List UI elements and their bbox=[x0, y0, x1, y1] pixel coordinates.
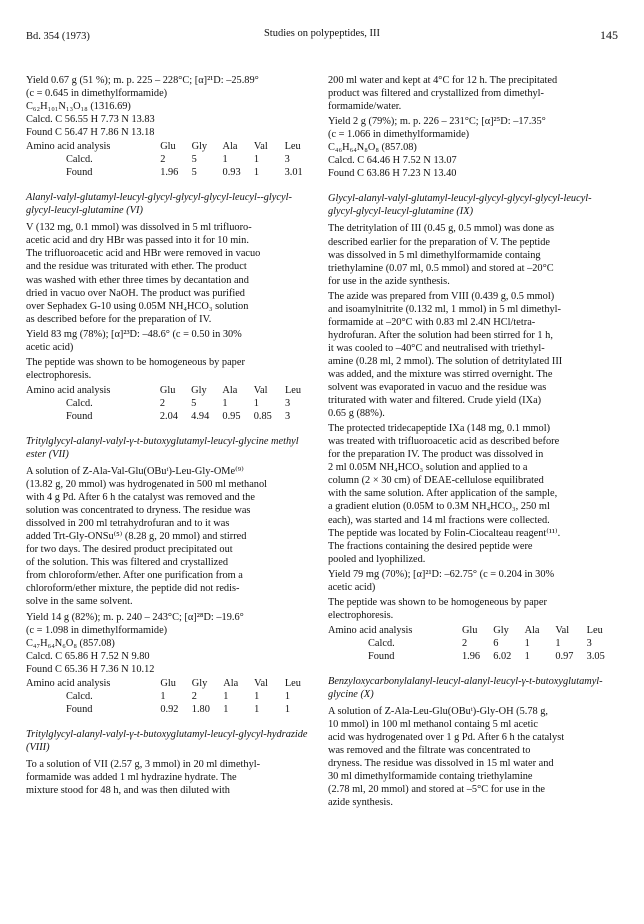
row-label: Found bbox=[368, 650, 395, 662]
text-line: hydrofuran. After the solution had been stirred for 1 h, bbox=[328, 329, 553, 341]
compound-viii-data bbox=[328, 115, 618, 180]
row-label: Found bbox=[66, 410, 93, 422]
text-line: electrophoresis. bbox=[26, 369, 92, 381]
text-line: solve in the same solvent. bbox=[26, 596, 133, 608]
cell: 1.80 bbox=[191, 703, 210, 715]
text-line: was washed with ether three times by decantation and bbox=[26, 274, 249, 286]
amino-acid-table bbox=[26, 140, 316, 179]
text-line: each), was started and 14 ml fractions were collected. bbox=[328, 514, 550, 526]
text-line: 30 ml dimethylformamide containg triethylamine bbox=[328, 771, 533, 783]
col-header: Val bbox=[253, 384, 268, 396]
text-line: and isoamylnitrite (0.132 ml, 1 mmol) in 5 ml dimethyl- bbox=[328, 303, 561, 315]
col-header: Gly bbox=[191, 677, 208, 689]
text-line: it was cooled to –40°C and neutralised with triethyl- bbox=[328, 342, 545, 354]
row-label: Calcd. bbox=[66, 154, 93, 166]
amino-acid-table bbox=[26, 677, 316, 716]
cell: 3 bbox=[284, 410, 291, 422]
cell: 2 bbox=[191, 690, 197, 702]
text-line: formamide at –20°C with 0.83 ml 2.4N HCl/tetra- bbox=[328, 316, 536, 328]
data-line: Calcd. C 64.46 H 7.52 N 13.07 bbox=[328, 155, 457, 167]
cell: 1 bbox=[223, 703, 229, 715]
cell: 2 bbox=[159, 397, 166, 409]
text-line: dryness. The residue was dissolved in 15 ml water and bbox=[328, 758, 554, 770]
text-line: acetic acid) bbox=[328, 581, 376, 593]
col-header: Ala bbox=[223, 677, 239, 689]
col-header: Glu bbox=[160, 677, 176, 689]
text-line: pooled and lyophilized. bbox=[328, 553, 426, 565]
data-line: Yield 14 g (82%); m. p. 240 – 243°C; [α]²⁸D: –19.6° bbox=[26, 611, 244, 623]
section-heading: Tritylglycyl-alanyl-valyl-γ-t-butoxyglutamyl-leucyl-glycyl-hydrazide (VIII) bbox=[26, 728, 308, 753]
text-line: A solution of Z-Ala-Val-Glu(OBuᵗ)-Leu-Gly-OMe⁽⁹⁾ bbox=[26, 465, 244, 477]
text-line: chloroform/ether mixture, the peptide did not redis- bbox=[26, 583, 240, 595]
text-line: triethylamine (0.07 ml, 0.5 mmol) and stored at –20°C bbox=[328, 262, 554, 274]
cell: 1 bbox=[222, 154, 228, 166]
cell: 1 bbox=[160, 690, 166, 702]
col-header: Gly bbox=[191, 384, 207, 396]
text-line: electrophoresis. bbox=[328, 609, 394, 621]
cell: 0.97 bbox=[555, 650, 574, 662]
text-line: from chloroform/ether. After one purification from a bbox=[26, 570, 243, 582]
text-line: formamide/water. bbox=[328, 101, 402, 113]
col-header: Val bbox=[555, 624, 570, 636]
cell: 1.96 bbox=[160, 167, 179, 179]
paragraph bbox=[328, 422, 618, 566]
amino-acid-table bbox=[26, 384, 316, 423]
text-line: The peptide was located by Folin-Ciocalteau reagent⁽¹¹⁾. bbox=[328, 527, 561, 539]
yield-line bbox=[26, 328, 316, 354]
paragraph bbox=[328, 596, 618, 622]
data-line: Found C 65.36 H 7.36 N 10.12 bbox=[26, 663, 155, 675]
cell: 2 bbox=[461, 637, 468, 649]
cell: 1 bbox=[222, 397, 228, 409]
col-header: Gly bbox=[493, 624, 509, 636]
text-line: a gradient elution (0.05M to 0.3M NH₄HCO₃, 250 ml bbox=[328, 501, 550, 513]
table-title: Amino acid analysis bbox=[328, 624, 413, 636]
cell: 1 bbox=[284, 690, 291, 702]
data-line: Calcd. C 65.86 H 7.52 N 9.80 bbox=[26, 650, 150, 662]
col-header: Leu bbox=[586, 624, 603, 636]
left-column bbox=[26, 74, 316, 799]
text-line: for use in the azide synthesis. bbox=[328, 275, 450, 287]
cell: 5 bbox=[191, 154, 197, 166]
text-line: The peptide was shown to be homogeneous by paper bbox=[328, 596, 547, 608]
text-line: formamide was added 1 ml hydrazine hydrate. The bbox=[26, 771, 237, 783]
row-label: Calcd. bbox=[66, 690, 93, 702]
text-line: over Sephadex G-10 using 0.05M NH₄HCO₃ solution bbox=[26, 300, 249, 312]
compound-vii-data bbox=[26, 611, 316, 676]
right-column bbox=[328, 74, 618, 811]
cell: 1 bbox=[254, 703, 260, 715]
text-line: The detritylation of III (0.45 g, 0.5 mmol) was done as bbox=[328, 223, 555, 235]
text-line: 2 ml 0.05M NH₄HCO₃ solution and applied to a bbox=[328, 462, 528, 474]
text-line: was treated with trifluoroacetic acid as described before bbox=[328, 436, 560, 448]
cell: 1 bbox=[555, 637, 561, 649]
text-line: was removed and the filtrate was concentrated to bbox=[328, 745, 531, 757]
cell: 5 bbox=[191, 167, 197, 179]
paragraph bbox=[26, 465, 316, 609]
cell: 3.01 bbox=[284, 167, 303, 179]
cell: 1 bbox=[254, 690, 260, 702]
cell: 1 bbox=[284, 703, 291, 715]
text-line: column (2 × 30 cm) of DEAE-cellulose equilibrated bbox=[328, 475, 544, 487]
cell: 3 bbox=[284, 154, 290, 166]
section-heading: Tritylglycyl-alanyl-valyl-γ-t-butoxyglutamyl-leucyl-glycine methyl ester (VII) bbox=[26, 435, 299, 460]
text-line: The azide was prepared from VIII (0.439 g, 0.5 mmol) bbox=[328, 290, 555, 302]
text-line: as described before for the preparation of IV. bbox=[26, 313, 212, 325]
amino-acid-table bbox=[328, 624, 618, 663]
table-title: Amino acid analysis bbox=[26, 141, 111, 153]
text-line: 0.65 g (88%). bbox=[328, 408, 385, 420]
paragraph bbox=[328, 290, 618, 420]
text-line: Yield 79 mg (70%); [α]²¹D: –62.75° (c = 0.204 in 30% bbox=[328, 568, 555, 580]
col-header: Val bbox=[253, 141, 268, 153]
cell: 5 bbox=[191, 397, 197, 409]
text-line: with the same solution. After application of the sample, bbox=[328, 488, 558, 500]
text-line: To a solution of VII (2.57 g, 3 mmol) in 20 ml dimethyl- bbox=[26, 758, 261, 770]
text-line: The fractions containing the desired peptide were bbox=[328, 540, 533, 552]
row-label: Calcd. bbox=[368, 637, 395, 649]
paragraph bbox=[328, 74, 618, 113]
text-line: was dissolved in 5 ml dimethylformamide containg bbox=[328, 249, 541, 261]
text-line: added Trt-Gly-ONSu⁽⁵⁾ (8.28 g, 20 mmol) and stirred bbox=[26, 531, 247, 543]
cell: 1 bbox=[253, 397, 259, 409]
data-line: (c = 1.098 in dimethylformamide) bbox=[26, 624, 168, 636]
col-header: Glu bbox=[159, 384, 176, 396]
text-line: acetic acid) bbox=[26, 341, 74, 353]
cell: 1 bbox=[524, 637, 530, 649]
col-header: Leu bbox=[284, 141, 301, 153]
text-line: amine (0.28 ml, 2 mmol). The solution of detritylated III bbox=[328, 355, 563, 367]
yield-line bbox=[328, 568, 618, 594]
text-line: acetic acid and dry HBr was passed into it for 10 min. bbox=[26, 235, 249, 247]
cell: 3 bbox=[284, 397, 291, 409]
page-number: 145 bbox=[600, 28, 618, 42]
data-line: (c = 0.645 in dimethylformamide) bbox=[26, 88, 168, 100]
text-line: V (132 mg, 0.1 mmol) was dissolved in 5 ml trifluoro- bbox=[26, 222, 252, 234]
data-line: Found C 56.47 H 7.86 N 13.18 bbox=[26, 127, 155, 139]
row-label: Found bbox=[66, 167, 93, 179]
cell: 1 bbox=[253, 167, 260, 179]
paragraph bbox=[328, 222, 618, 287]
running-title: Studies on polypeptides, III bbox=[263, 28, 381, 39]
row-label: Calcd. bbox=[66, 397, 93, 409]
text-line: was added, and the mixture was stirred overnight. The bbox=[328, 368, 553, 380]
cell: 0.92 bbox=[160, 703, 179, 715]
col-header: Val bbox=[254, 677, 268, 689]
text-line: product was filtered and crystallized from dimethyl- bbox=[328, 88, 544, 100]
col-header: Gly bbox=[191, 141, 208, 153]
data-line: C₆₂H₁₀₁N₁₃O₁₈ (1316.69) bbox=[26, 101, 131, 113]
paragraph bbox=[328, 705, 618, 809]
text-line: (2.78 ml, 20 mmol) and stored at –5°C for use in the bbox=[328, 784, 546, 796]
text-line: described earlier for the preparation of V. The peptide bbox=[328, 236, 551, 248]
text-line: azide synthesis. bbox=[328, 797, 393, 809]
text-line: The protected tridecapeptide IXa (148 mg, 0.1 mmol) bbox=[328, 423, 551, 435]
data-line: Found C 63.86 H 7.23 N 13.40 bbox=[328, 168, 457, 180]
cell: 1.96 bbox=[461, 650, 481, 662]
cell: 3 bbox=[586, 637, 592, 649]
cell: 1 bbox=[223, 690, 229, 702]
data-line: Yield 2 g (79%); m. p. 226 – 231°C; [α]²⁵D: –17.35° bbox=[328, 116, 546, 128]
text-line: 10 mmol) in 100 ml methanol containg 5 ml acetic bbox=[328, 719, 538, 731]
text-line: The peptide was shown to be homogeneous by paper bbox=[26, 356, 245, 368]
cell: 6.02 bbox=[493, 650, 512, 662]
text-line: (13.82 g, 20 mmol) was hydrogenated in 500 ml methanol bbox=[26, 479, 268, 491]
paragraph bbox=[26, 356, 316, 382]
cell: 0.85 bbox=[253, 410, 272, 422]
section-heading: Alanyl-valyl-glutamyl-leucyl-glycyl-glycyl-glycyl-leucyl--glycyl-glycyl-leucyl-glutamine (VI) bbox=[26, 192, 292, 217]
data-line: (c = 1.066 in dimethylformamide) bbox=[328, 129, 470, 141]
cell: 1 bbox=[253, 154, 260, 166]
cell: 2.04 bbox=[159, 410, 178, 422]
text-line: for the preparation IV. The product was dissolved in bbox=[328, 449, 544, 461]
col-header: Glu bbox=[160, 141, 176, 153]
journal-volume: Bd. 354 (1973) bbox=[26, 31, 90, 42]
col-header: Ala bbox=[524, 624, 540, 636]
text-line: dissolved in 200 ml tetrahydrofuran and to it was bbox=[26, 518, 230, 530]
cell: 2 bbox=[160, 154, 166, 166]
data-line: C₄₇H₆₄N₆O₈ (857.08) bbox=[26, 637, 115, 649]
data-line: Calcd. C 56.55 H 7.73 N 13.83 bbox=[26, 114, 155, 126]
col-header: Leu bbox=[284, 384, 302, 396]
cell: 4.94 bbox=[191, 410, 210, 422]
section-heading: Benzyloxycarbonylalanyl-leucyl-alanyl-leucyl-γ-t-butoxyglutamyl-glycine (X) bbox=[328, 675, 603, 700]
row-label: Found bbox=[66, 703, 93, 715]
text-line: 200 ml water and kept at 4°C for 12 h. The precipitated bbox=[328, 75, 558, 86]
text-line: Yield 83 mg (78%); [α]²³D: –48.6° (c = 0.50 in 30% bbox=[26, 328, 242, 340]
table-title: Amino acid analysis bbox=[26, 384, 111, 396]
paragraph bbox=[26, 758, 316, 797]
text-line: with 4 g Pd. After 6 h the catalyst was removed and the bbox=[26, 492, 255, 504]
col-header: Ala bbox=[222, 384, 238, 396]
cell: 1 bbox=[524, 650, 530, 662]
text-line: acid was hydrogenated over 1 g Pd. After 6 h the catalyst bbox=[328, 732, 565, 744]
text-line: of the solution. This was filtered and crystallized bbox=[26, 557, 229, 569]
text-line: solution was concentrated to dryness. The residue was bbox=[26, 505, 251, 517]
text-line: and the residue was triturated with ether. The product bbox=[26, 261, 247, 273]
text-line: for two days. The desired product precipitated out bbox=[26, 544, 233, 556]
col-header: Ala bbox=[222, 141, 238, 153]
paragraph bbox=[26, 221, 316, 325]
text-line: The trifluoroacetic acid and HBr were removed in vacuo bbox=[26, 248, 261, 260]
table-title: Amino acid analysis bbox=[26, 677, 111, 689]
data-line: Yield 0.67 g (51 %); m. p. 225 – 228°C; [α]²¹D: –25.89° bbox=[26, 75, 259, 86]
section-heading: Glycyl-alanyl-valyl-glutamyl-leucyl-glycyl-glycyl-glycyl-leucyl-glycyl-glycyl-leucyl-glutamine (IX) bbox=[328, 193, 592, 218]
cell: 0.95 bbox=[222, 410, 241, 422]
text-line: mixture stood for 48 h, and was then diluted with bbox=[26, 784, 230, 796]
text-line: A solution of Z-Ala-Leu-Glu(OBuᵗ)-Gly-OH (5.78 g, bbox=[328, 705, 549, 717]
cell: 0.93 bbox=[222, 167, 241, 179]
text-line: triturated with water and filtered. Crude yield (IXa) bbox=[328, 395, 542, 407]
cell: 3.05 bbox=[586, 650, 605, 662]
col-header: Glu bbox=[461, 624, 478, 636]
text-line: solvent was evaporated in vacuo and the residue was bbox=[328, 382, 547, 394]
cell: 6 bbox=[493, 637, 499, 649]
compound-v-data bbox=[26, 74, 316, 139]
running-header bbox=[26, 28, 618, 44]
text-line: dried in vacuo over NaOH. The product was purified bbox=[26, 287, 245, 299]
data-line: C₄₆H₆₄N₈O₈ (857.08) bbox=[328, 142, 417, 154]
col-header: Leu bbox=[284, 677, 301, 689]
